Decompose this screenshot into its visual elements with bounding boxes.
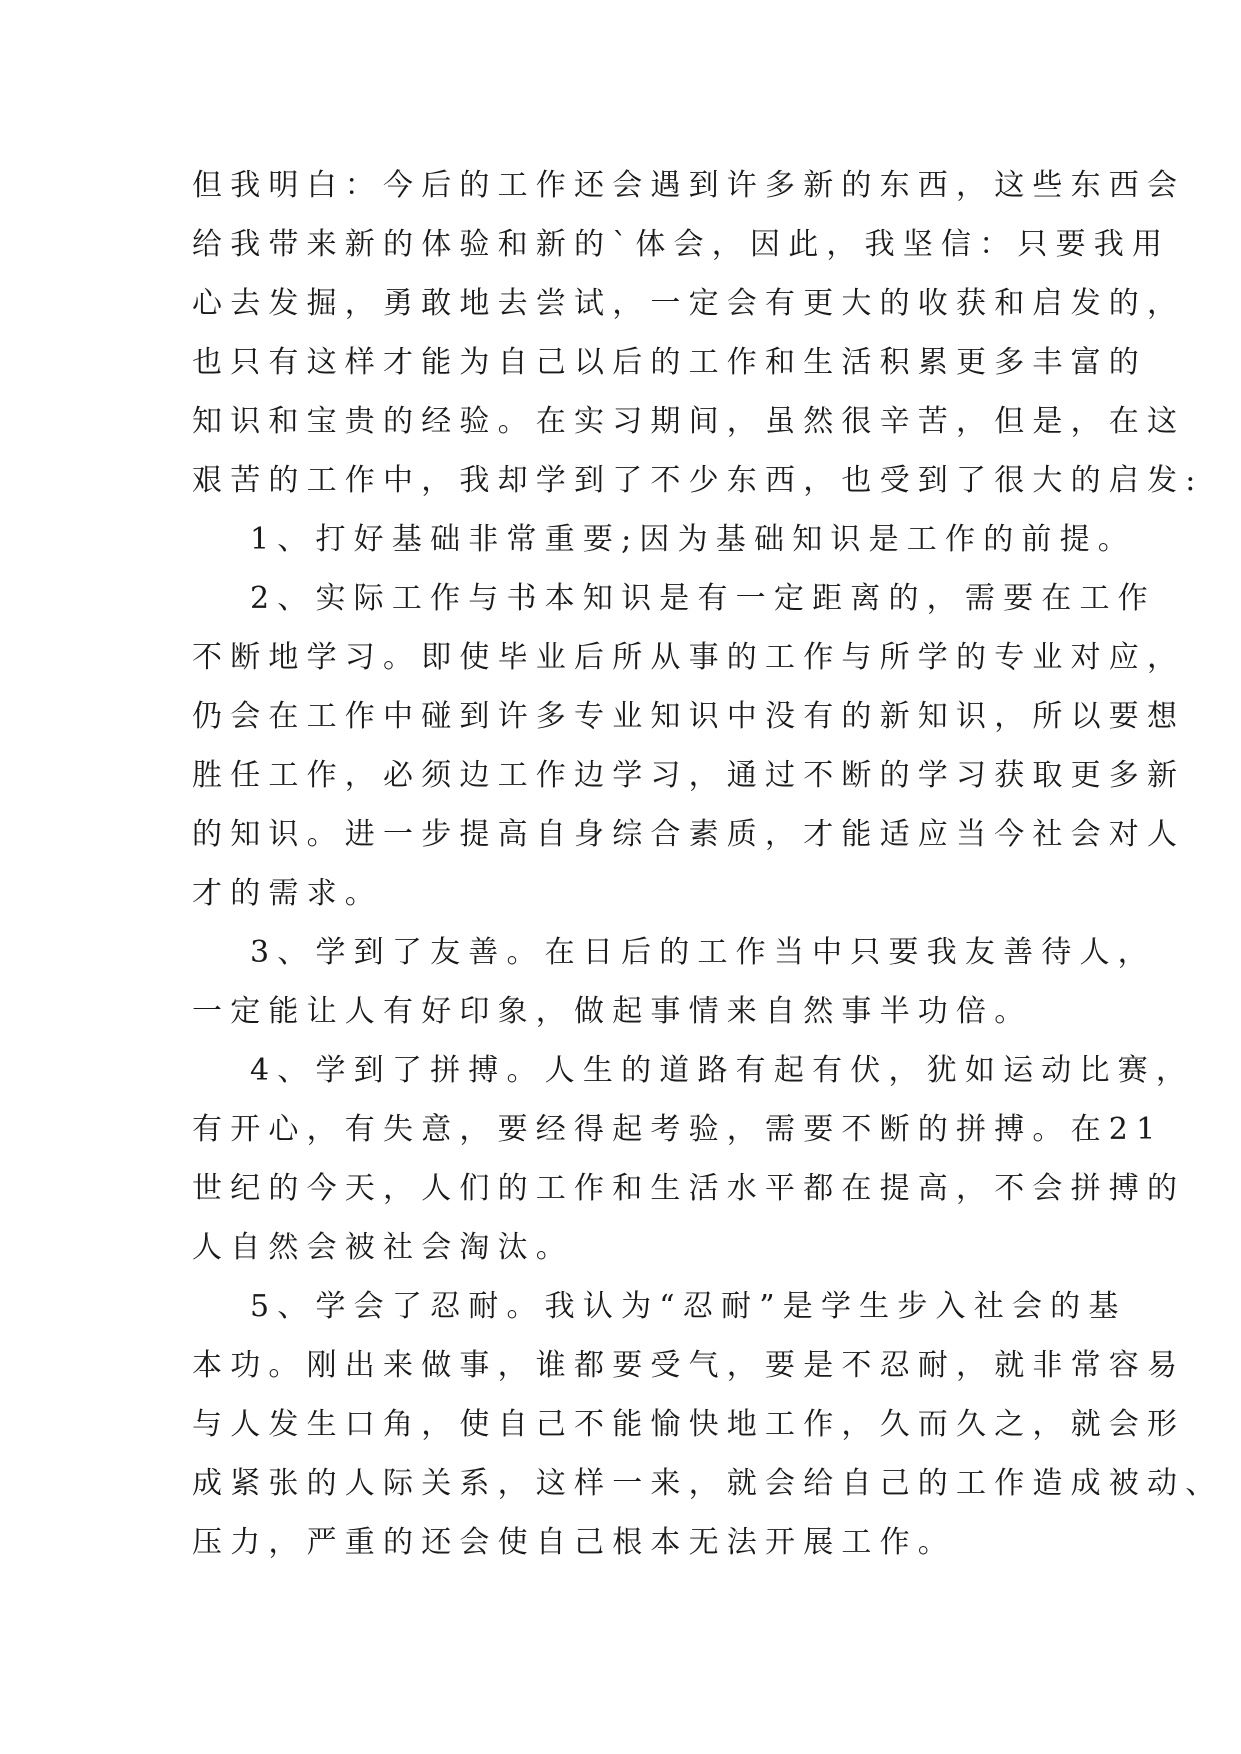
- text-line: 人自然会被社会淘汰。: [192, 1230, 574, 1265]
- text-line: 不断地学习。即使毕业后所从事的工作与所学的专业对应，: [192, 640, 1186, 675]
- text-line: 2、实际工作与书本知识是有一定距离的，需要在工作: [250, 581, 1156, 616]
- paragraph-item-5: [192, 1277, 1224, 1572]
- text-line: 艰苦的工作中，我却学到了不少东西，也受到了很大的启发:: [192, 463, 1204, 498]
- text-line: 5、学会了忍耐。我认为“忍耐”是学生步入社会的基: [250, 1289, 1127, 1324]
- text-line: 给我带来新的体验和新的`体会，因此，我坚信：只要我用: [192, 227, 1171, 262]
- paragraph-item-2: [192, 569, 1186, 923]
- text-line: 知识和宝贵的经验。在实习期间，虽然很辛苦，但是，在这: [192, 404, 1186, 439]
- text-line: 世纪的今天，人们的工作和生活水平都在提高，不会拼搏的: [192, 1171, 1186, 1206]
- text-line: 才的需求。: [192, 876, 383, 911]
- paragraph-item-3: [192, 923, 1156, 1041]
- text-line: 一定能让人有好印象，做起事情来自然事半功倍。: [192, 994, 1033, 1029]
- text-line: 4、学到了拼搏。人生的道路有起有伏，犹如运动比赛，: [250, 1053, 1195, 1088]
- paragraph-item-1: [192, 510, 1136, 569]
- text-line: 胜任工作，必须边工作边学习，通过不断的学习获取更多新: [192, 758, 1186, 793]
- text-line: 仍会在工作中碰到许多专业知识中没有的新知识，所以要想: [192, 699, 1186, 734]
- text-line: 本功。刚出来做事，谁都要受气，要是不忍耐，就非常容易: [192, 1348, 1186, 1383]
- text-line: 也只有这样才能为自己以后的工作和生活积累更多丰富的: [192, 345, 1147, 380]
- text-line: 3、学到了友善。在日后的工作当中只要我友善待人，: [250, 935, 1156, 970]
- text-line: 但我明白：今后的工作还会遇到许多新的东西，这些东西会: [192, 168, 1186, 203]
- text-line: 压力，严重的还会使自己根本无法开展工作。: [192, 1525, 956, 1560]
- paragraph-intro: [192, 156, 1204, 510]
- text-line: 成紧张的人际关系，这样一来，就会给自己的工作造成被动、: [192, 1466, 1224, 1501]
- text-line: 1、打好基础非常重要;因为基础知识是工作的前提。: [250, 522, 1136, 557]
- paragraph-item-4: [192, 1041, 1195, 1277]
- text-line: 心去发掘，勇敢地去尝试，一定会有更大的收获和启发的，: [192, 286, 1186, 321]
- text-line: 有开心，有失意，要经得起考验，需要不断的拼搏。在21: [192, 1112, 1164, 1147]
- document-body: [192, 156, 1224, 1572]
- text-line: 的知识。进一步提高自身综合素质，才能适应当今社会对人: [192, 817, 1186, 852]
- text-line: 与人发生口角，使自己不能愉快地工作，久而久之，就会形: [192, 1407, 1186, 1442]
